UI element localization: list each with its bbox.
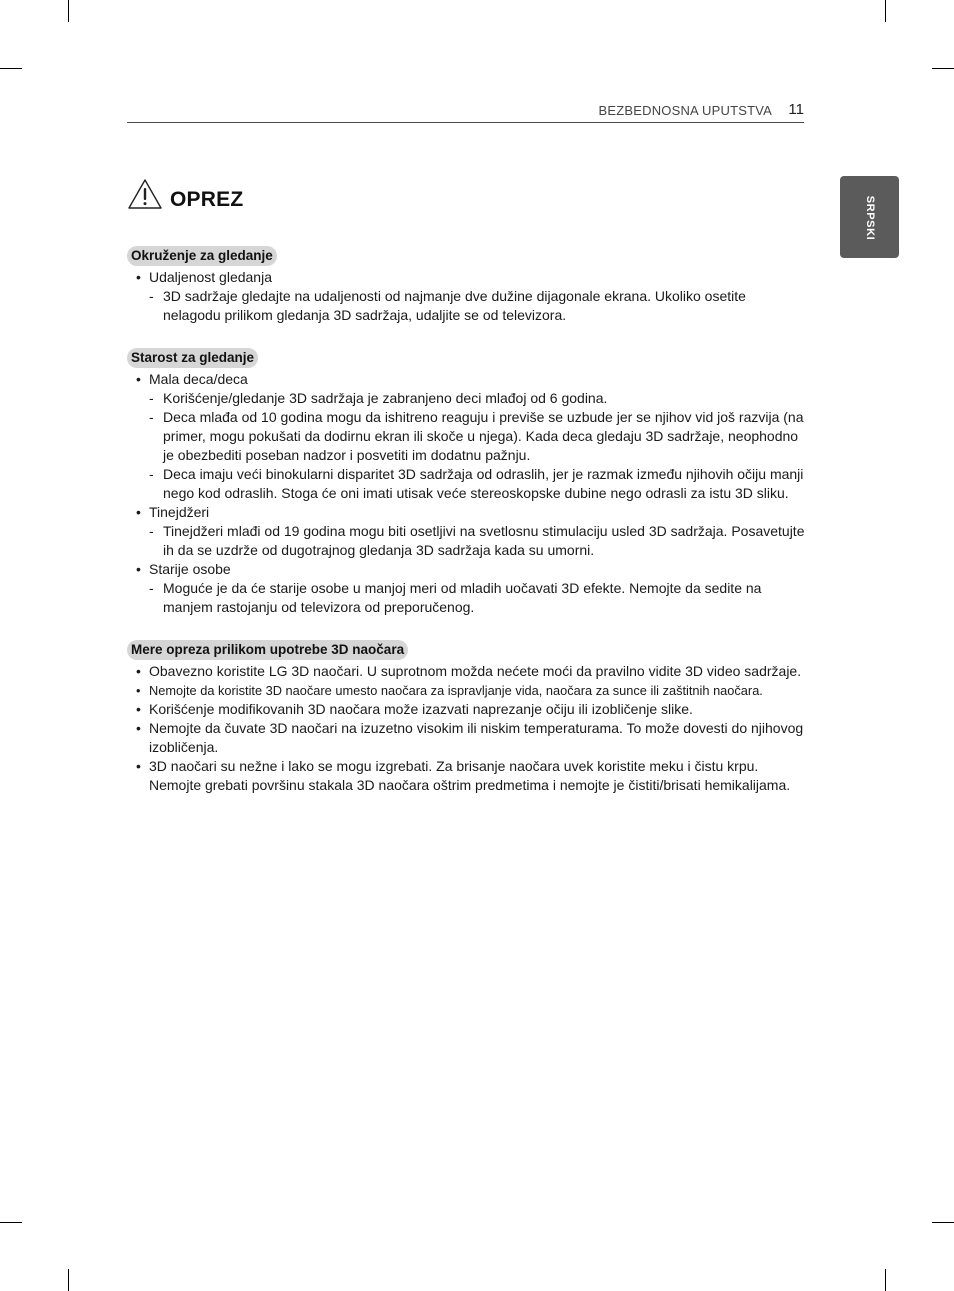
language-tab	[840, 176, 899, 258]
sub-list-item: - Deca mlađa od 10 godina mogu da ishitreno reaguju i previše se uzbude jer se njihov vid još razvija (na primer, mogu pokušati da dodirnu ekran ili skoče u njega). Kada deca gledaju 3D sadržaje, neophodno je obezbediti poseban nadzor i posvetiti im dodatnu pažnju.	[127, 408, 807, 465]
section-heading: Starost za gledanje	[127, 348, 258, 368]
list-item: • Udaljenost gledanja	[127, 268, 807, 287]
crop-mark	[885, 1269, 886, 1291]
page-number: 11	[788, 101, 804, 118]
page-title: OPREZ	[170, 188, 244, 211]
list-item: • 3D naočari su nežne i lako se mogu izgrebati. Za brisanje naočara uvek koristite meku i čistu krpu. Nemojte grebati površinu stakala 3D naočara oštrim predmetima i nemojte je čistiti/brisati hemikalijama.	[127, 757, 807, 795]
language-tab-label: SRPSKI	[863, 195, 876, 241]
list-item: • Nemojte da čuvate 3D naočari na izuzetno visokim ili niskim temperaturama. To može dovesti do njihovog izobličenja.	[127, 719, 807, 757]
warning-triangle-icon	[127, 178, 163, 210]
sub-list-item: - 3D sadržaje gledajte na udaljenosti od najmanje dve dužine dijagonale ekrana. Ukoliko osetite nelagodu prilikom gledanja 3D sadržaja, udaljite se od televizora.	[127, 287, 807, 325]
crop-mark	[68, 0, 69, 22]
page-header	[127, 100, 804, 123]
crop-mark	[68, 1269, 69, 1291]
section-3d-glasses-precautions	[127, 640, 807, 795]
section-viewing-environment	[127, 246, 807, 325]
list-item: • Nemojte da koristite 3D naočare umesto naočara za ispravljanje vida, naočara za sunce ili zaštitnih naočara.	[127, 681, 807, 700]
list-item: • Mala deca/deca	[127, 370, 807, 389]
list-item: • Korišćenje modifikovanih 3D naočara može izazvati naprezanje očiju ili izobličenje slike.	[127, 700, 807, 719]
section-viewing-age	[127, 348, 807, 617]
crop-mark	[885, 0, 886, 22]
crop-mark	[932, 68, 954, 69]
list-item: • Tinejdžeri	[127, 503, 807, 522]
section-heading: Okruženje za gledanje	[127, 246, 277, 266]
crop-mark	[932, 1222, 954, 1223]
sub-list-item: - Moguće je da će starije osobe u manjoj meri od mladih uočavati 3D efekte. Nemojte da sedite na manjem rastojanju od televizora od preporučenog.	[127, 579, 807, 617]
crop-mark	[0, 68, 22, 69]
sub-list-item: - Korišćenje/gledanje 3D sadržaja je zabranjeno deci mlađoj od 6 godina.	[127, 389, 807, 408]
sub-list-item: - Tinejdžeri mlađi od 19 godina mogu biti osetljivi na svetlosnu stimulaciju usled 3D sadržaja. Posavetujte ih da se uzdrže od dugotrajnog gledanja 3D sadržaja kada su umorni.	[127, 522, 807, 560]
section-heading: Mere opreza prilikom upotrebe 3D naočara	[127, 640, 408, 660]
header-section-title: BEZBEDNOSNA UPUTSTVA	[598, 103, 772, 118]
list-item: • Obavezno koristite LG 3D naočari. U suprotnom možda nećete moći da pravilno vidite 3D video sadržaje.	[127, 662, 807, 681]
list-item: • Starije osobe	[127, 560, 807, 579]
sub-list-item: - Deca imaju veći binokularni disparitet 3D sadržaja od odraslih, jer je razmak između njihovih očiju manji nego kod odraslih. Stoga će oni imati utisak veće stereoskopske dubine nego odrasli za istu 3D sliku.	[127, 465, 807, 503]
caution-content	[127, 246, 807, 795]
crop-mark	[0, 1222, 22, 1223]
